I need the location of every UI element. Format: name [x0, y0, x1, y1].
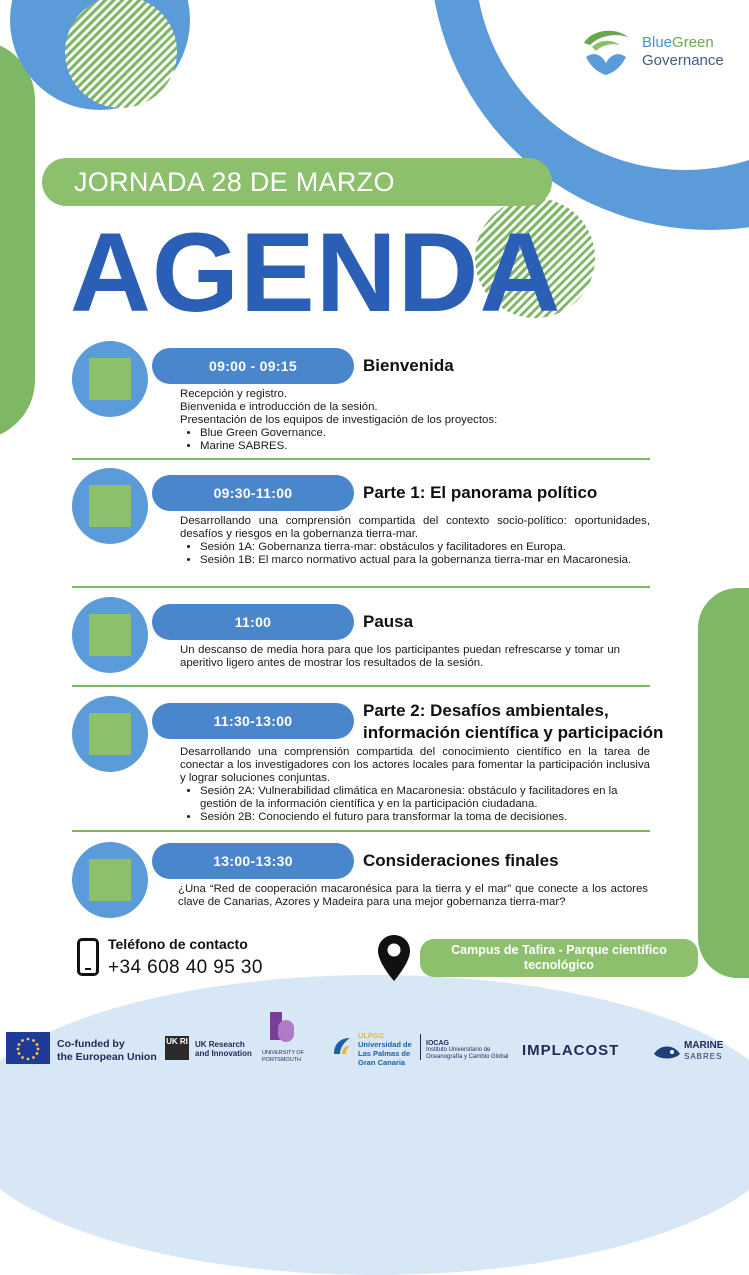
brand-blue: Blue: [642, 34, 673, 51]
brand-governance: Governance: [642, 52, 724, 69]
session-bullet: • Blue Green Governance.: [200, 427, 650, 440]
badge-icon: [89, 358, 131, 400]
portsmouth-label: UNIVERSITY OF PORTSMOUTH: [262, 1050, 305, 1063]
session-title: Pausa: [363, 612, 414, 631]
marine-sabres-label: [684, 1040, 723, 1062]
phone-number[interactable]: +34 608 40 95 30: [108, 957, 263, 978]
ulpgc-line: ULPGC: [358, 1031, 385, 1040]
eu-line: Co-funded by: [57, 1038, 125, 1050]
session-time: 13:00-13:30: [152, 843, 354, 879]
implacost-logo: IMPLACOST: [522, 1042, 620, 1059]
ulpgc-line: Universidad de: [358, 1040, 412, 1049]
page-title: AGENDA: [70, 210, 562, 335]
marine-line: MARINE: [684, 1040, 724, 1051]
session-paragraph: Bienvenida e introducción de la sesión.: [180, 401, 378, 413]
section-marker: [72, 842, 148, 918]
session-description: [180, 644, 620, 670]
session-description: [178, 883, 648, 909]
venue-badge: Campus de Tafira - Parque científico tecnológico: [420, 939, 698, 977]
section-marker: [72, 468, 148, 544]
session-bullet: • Sesión 1A: Gobernanza tierra-mar: obstáculos y facilitadores en Europa.: [200, 541, 650, 554]
session-title-line: información científica y participación: [363, 723, 664, 742]
session-paragraph: Desarrollando una comprensión compartida del contexto socio-político: oportunidades, desafíos y riesgos en la gobernanza tierra-mar.: [180, 515, 650, 540]
session-bullets: [180, 427, 650, 453]
session-description: [180, 515, 650, 567]
eu-line: the European Union: [57, 1051, 157, 1063]
session-title: Bienvenida: [363, 356, 454, 375]
section-divider: [72, 830, 650, 832]
marine-sabres-logo-icon: [652, 1040, 682, 1062]
session-time: 09:00 - 09:15: [152, 348, 354, 384]
session-paragraph: Un descanso de media hora para que los participantes puedan refrescarse y tomar un aperitivo ligero antes de mostrar los resultados de la sesión.: [180, 644, 620, 669]
section-divider: [72, 685, 650, 687]
session-bullet: • Sesión 2B: Conociendo el futuro para transformar la toma de decisiones.: [200, 811, 650, 824]
session-bullet: • Sesión 2A: Vulnerabilidad climática en Macaronesia: obstáculo y facilitadores en la gestión de la información científica y en la participación ciudadana.: [200, 785, 650, 811]
iocag-line: Oceanografía y Cambio Global: [426, 1054, 509, 1060]
session-title: Parte 1: El panorama político: [363, 483, 598, 502]
session-title-line: Parte 2: Desafíos ambientales,: [363, 701, 609, 720]
ukri-label: [195, 1040, 252, 1058]
session-title: Consideraciones finales: [363, 851, 559, 870]
session-paragraph: Recepción y registro.: [180, 388, 287, 400]
marine-line: SABRES: [684, 1052, 723, 1061]
session-time: 11:30-13:00: [152, 703, 354, 739]
session-description: [180, 746, 650, 824]
ulpgc-label: [358, 1031, 412, 1067]
iocag-line: Instituto Universitario de: [426, 1047, 491, 1053]
decorative-green-bar: [0, 40, 35, 440]
session-bullets: [180, 541, 650, 567]
decorative-striped-circle: [65, 0, 177, 108]
phone-label: Teléfono de contacto: [108, 936, 248, 952]
bluegreen-logo-icon: [578, 25, 634, 77]
badge-icon: [89, 859, 131, 901]
session-paragraph: Presentación de los equipos de investigación de los proyectos:: [180, 414, 498, 426]
iocag-line: IOCAG: [426, 1040, 449, 1047]
session-bullets: [180, 785, 650, 824]
iocag-label: [426, 1040, 508, 1061]
eu-funding-label: [57, 1038, 157, 1064]
section-marker: [72, 696, 148, 772]
portsmouth-logo-icon: [268, 1012, 298, 1048]
section-marker: [72, 341, 148, 417]
ukri-logo: UK RI: [165, 1036, 189, 1060]
session-bullet: • Marine SABRES.: [200, 440, 650, 453]
ulpgc-line: Las Palmas de: [358, 1049, 411, 1058]
phone-icon: [77, 938, 99, 976]
brand-green: Green: [672, 34, 714, 51]
badge-icon: [89, 614, 131, 656]
session-paragraph: Desarrollando una comprensión compartida del conocimiento científico en la tarea de conectar a los investigadores con los actores locales para fomentar la participación inclusiva y lograr soluciones conjuntas.: [180, 746, 650, 784]
decorative-green-bar-right: [698, 588, 749, 978]
session-time: 09:30-11:00: [152, 475, 354, 511]
decorative-bottom-arc: [0, 975, 749, 1275]
ulpgc-logo-icon: [330, 1034, 354, 1058]
badge-icon: [89, 713, 131, 755]
map-pin-icon: [377, 934, 411, 982]
logo-divider: [420, 1034, 421, 1060]
brand-name: [642, 34, 724, 70]
session-title: [363, 700, 663, 744]
session-paragraph: ¿Una “Red de cooperación macaronésica para la tierra y el mar” que conecte a los actores clave de Canarias, Azores y Madeira para una mejor gobernanza tierra-mar?: [178, 883, 648, 908]
session-time: 11:00: [152, 604, 354, 640]
section-divider: [72, 458, 650, 460]
session-description: [180, 388, 650, 453]
section-divider: [72, 586, 650, 588]
eu-flag-icon: [6, 1032, 50, 1064]
ukri-line: UK Research: [195, 1040, 245, 1049]
ukri-line: and Innovation: [195, 1049, 252, 1058]
badge-icon: [89, 485, 131, 527]
ulpgc-line: Gran Canaria: [358, 1058, 406, 1067]
session-bullet: • Sesión 1B: El marco normativo actual para la gobernanza tierra-mar en Macaronesia.: [200, 554, 650, 567]
date-banner: JORNADA 28 DE MARZO: [42, 158, 552, 206]
section-marker: [72, 597, 148, 673]
